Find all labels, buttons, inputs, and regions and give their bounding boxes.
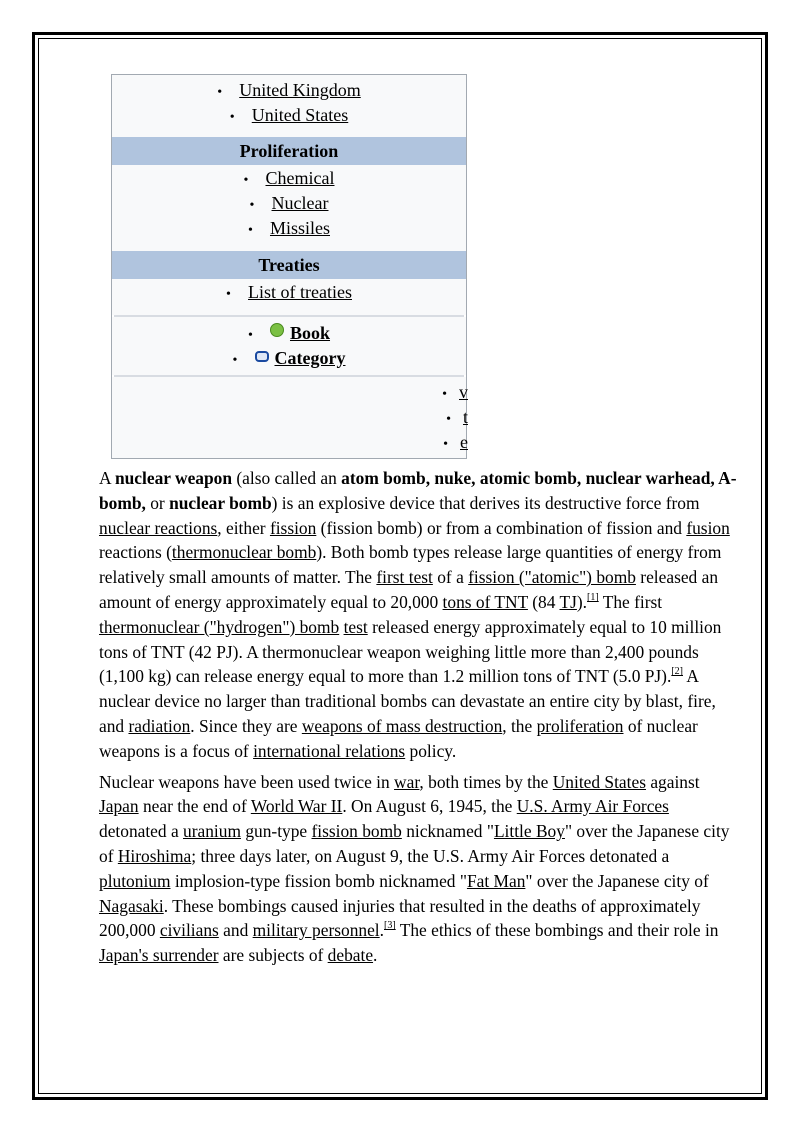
text-run: ; three days later, on August 9, the U.S. Army Air Forces detonated a [191,845,670,866]
category-icon [255,351,269,362]
book-icon [270,323,284,337]
link-fission[interactable]: fission [269,517,317,538]
text-run: nicknamed " [401,821,494,842]
text-run: (84 [527,591,560,612]
link-tons-of-tnt[interactable]: tons of TNT [442,591,528,612]
text-run: . [373,945,378,966]
text-run: are subjects of [218,945,328,966]
text-run: reactions ( [99,542,172,563]
bullet-icon: • [249,198,255,213]
link-united-states[interactable]: United States [251,105,349,125]
link-thermonuclear-bomb[interactable]: thermonuclear bomb [171,542,317,563]
text-run: gun-type [240,821,312,842]
link-japan[interactable]: Japan [99,796,139,817]
reference-3[interactable]: [3] [384,920,396,932]
text-run: released energy approximately equal to 10 million tons of TNT (42 PJ). A thermonuclear weapon weighing little more than 2,400 pounds (1,100 kg) can release energy equal to more than 1.2 million tons of TNT (5.0 PJ). [99,616,722,687]
bullet-icon: • [442,387,447,402]
navbox-countries-group [112,75,466,137]
text-run: , both times by the [419,771,553,792]
text-run: (fission bomb) or from a combination of fission and [316,517,687,538]
reference-2[interactable]: [2] [671,666,683,678]
text-run: . These bombings caused injuries that resulted in the deaths of approximately 200,000 [99,895,701,941]
link-fission-bomb[interactable]: fission bomb [311,821,402,842]
link-fission-bomb[interactable]: fission ("atomic") bomb [468,567,636,588]
link-international-relations[interactable]: international relations [253,740,406,761]
text-run: and [218,920,253,941]
link-talk-template[interactable]: t [462,407,468,427]
text-run: " over the Japanese city of [525,870,709,891]
text-run: , the [502,715,537,736]
link-thermonuclear-hydrogen-bomb[interactable]: thermonuclear ("hydrogen") bomb [99,616,340,637]
list-item [112,346,466,371]
text-run: . On August 6, 1945, the [342,796,517,817]
link-chemical[interactable]: Chemical [265,168,335,188]
bullet-icon: • [232,353,238,368]
text-run: against [645,771,700,792]
link-category[interactable]: Category [274,348,346,368]
navbox-vte-links [420,380,468,455]
bullet-icon: • [443,437,448,452]
text-run: policy. [405,740,457,761]
bullet-icon: • [229,110,235,125]
link-missiles[interactable]: Missiles [269,218,330,238]
text-run: ). [576,591,588,612]
paragraph-history [99,770,739,968]
link-hiroshima[interactable]: Hiroshima [117,845,192,866]
bullet-icon: • [247,223,253,238]
link-book[interactable]: Book [289,323,331,343]
list-item [112,321,466,346]
text-run: , either [217,517,270,538]
text-run: The first [598,591,663,612]
bold-term: atom bomb, nuke, atomic bomb, nuclear warhead, A-bomb, [99,468,737,513]
link-tj[interactable]: TJ [559,591,577,612]
link-debate[interactable]: debate [327,945,374,966]
list-item [112,78,466,103]
text-run: of nuclear weapons is a focus of [99,715,698,761]
navbox-vte-group [112,377,466,458]
text-run: released an amount of energy approximately equal to 20,000 [99,567,719,612]
link-us-army-air-forces[interactable]: U.S. Army Air Forces [516,796,669,817]
list-item [112,103,466,128]
link-nagasaki[interactable]: Nagasaki [99,895,164,916]
text-run: implosion-type fission bomb nicknamed " [170,870,467,891]
text-run: " over the Japanese city of [99,821,730,866]
text-run: (also called an [232,468,342,488]
text-run: of a [432,567,469,588]
link-united-states[interactable]: United States [552,771,646,792]
text-run: The ethics of these bombings and their role in [395,920,719,941]
link-edit-template[interactable]: e [460,432,468,452]
text-run: . Since they are [190,715,302,736]
reference-1[interactable]: [1] [587,591,599,603]
list-item [112,216,466,241]
link-fat-man[interactable]: Fat Man [466,870,526,891]
bullet-icon: • [243,173,249,188]
paragraph-intro [99,466,739,764]
link-japans-surrender[interactable]: Japan's surrender [99,945,219,966]
link-nuclear[interactable]: Nuclear [271,193,329,213]
navbox-treaties-group [112,279,466,315]
navbox [111,74,467,459]
text-run: ). Both bomb types release large quantities of energy from relatively small amounts of matter. The [99,542,722,588]
article-body [99,466,739,974]
text-run: or [145,492,170,513]
link-view-template[interactable]: v [459,382,468,402]
link-world-war-ii[interactable]: World War II [250,796,343,817]
bullet-icon: • [217,85,223,100]
link-uranium[interactable]: uranium [183,821,241,842]
link-nuclear-reactions[interactable]: nuclear reactions [99,517,218,538]
bullet-icon: • [446,412,451,427]
list-item [112,191,466,216]
text-run: Nuclear weapons have been used twice in [99,771,395,792]
list-item [112,166,466,191]
text-run: A [99,468,115,488]
text-run: A nuclear device no larger than traditional bombs can devastate an entire city by blast, fire, and [99,666,716,736]
link-list-of-treaties[interactable]: List of treaties [248,282,352,302]
link-military-personnel[interactable]: military personnel [252,920,380,941]
bullet-icon: • [226,287,231,302]
link-plutonium[interactable]: plutonium [99,870,171,891]
navbox-portals-group [112,317,466,375]
text-run: ) is an explosive device that derives its destructive force from [271,492,700,513]
link-little-boy[interactable]: Little Boy [493,821,565,842]
navbox-heading-proliferation: Proliferation [112,137,466,165]
text-run: detonated a [99,821,184,842]
link-weapons-of-mass-destruction[interactable]: weapons of mass destruction [301,715,503,736]
link-war[interactable]: war [394,771,420,792]
list-item [112,280,466,305]
link-fusion[interactable]: fusion [686,517,730,538]
bullet-icon: • [247,328,253,343]
text-run: near the end of [138,796,251,817]
navbox-proliferation-group [112,165,466,251]
link-radiation[interactable]: radiation [128,715,191,736]
bold-term: nuclear weapon [114,468,233,488]
link-test[interactable]: test [343,616,368,637]
link-united-kingdom[interactable]: United Kingdom [239,80,361,100]
link-first-test[interactable]: first test [376,567,433,588]
navbox-heading-treaties: Treaties [112,251,466,279]
text-run: . [379,920,385,941]
link-proliferation[interactable]: proliferation [536,715,624,736]
bold-term: nuclear bomb [169,492,272,513]
link-civilians[interactable]: civilians [159,920,219,941]
